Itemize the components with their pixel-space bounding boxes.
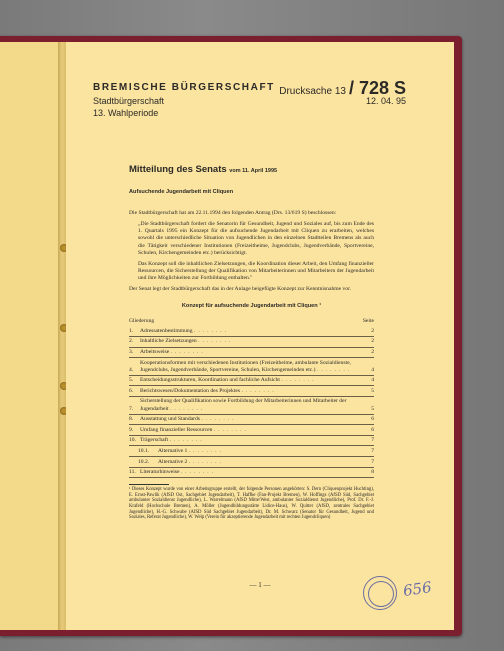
drucksache-number: / 728 S [348, 78, 406, 98]
archive-stamp [363, 576, 397, 610]
doc-title-text: Mitteilung des Senats [129, 164, 227, 175]
doc-title [129, 166, 374, 175]
toc-text-label: Alternative 2 [158, 458, 188, 465]
toc-row [129, 386, 374, 397]
toc-text-label: Kooperationsformen mit verschiedenen Institutionen (Freizeitheime, ambulante Sozialdienste, Jugendclubs, Jugendverbände, Sportvereine, Schulen, Kirchengemeinden etc.) [140, 359, 351, 373]
toc-text-label: Arbeitsweise [140, 349, 170, 355]
toc-text-label: Inhaltliche Zielsetzungen [140, 338, 197, 345]
toc-text [140, 377, 366, 384]
toc-page: 8 [371, 469, 374, 476]
toc-text-label: Ausstattung und Standards [140, 416, 200, 423]
toc-text-label: Adressatenbestimmung [140, 327, 193, 334]
toc-col-right: Seite [362, 318, 374, 325]
toc-leader: . . . . . . . . [170, 405, 203, 412]
toc-number: 10. [129, 437, 136, 444]
toc-leader: . . . . . . . . [201, 416, 235, 423]
toc-text [140, 349, 366, 356]
toc-page: 7 [371, 447, 374, 454]
toc-text [140, 427, 366, 434]
toc-page: 2 [371, 327, 374, 334]
toc-row [129, 337, 374, 348]
toc-col-left: Gliederung [129, 318, 155, 325]
doc-subject: Aufsuchende Jugendarbeit mit Cliquen [129, 189, 234, 196]
toc-leader: . . . . . . . . [180, 469, 214, 476]
toc-text-label: Berichtswesen/Dokumentation des Projektes [140, 387, 241, 394]
toc-page: 7 [371, 458, 374, 465]
document-page [66, 42, 454, 630]
toc-number: 4. [129, 366, 134, 373]
page-number: — 1 — [249, 581, 271, 589]
toc-row [129, 446, 374, 457]
doc-quote-1: „Die Stadtbürgerschaft fordert die Senatorin für Gesundheit, Jugend und Soziales auf, bis zum Ende des 1. Quartals 1995 ein Konzept für die aufsuchende Jugendarbeit mit Cliquen zu erarbeiten, welches sowohl die unterschiedliche Situation von Jugendlichen in den einzelnen Stadtteilen Bremens als auch die Tätigkeit verschiedener Institutionen (Freizeitheime, Jugendclubs, Jugendverbände, Sportvereine, Schulen, Kirchengemeinden etc.) berücksichtigt. [138, 221, 374, 256]
toc-page: 4 [371, 377, 374, 384]
toc-text [158, 448, 366, 455]
toc-list [129, 326, 374, 478]
toc-title: Konzept für aufsuchende Jugendarbeit mit Cliquen ¹ [181, 303, 322, 310]
toc-leader: . . . . . . . . [193, 327, 227, 334]
toc-leader: . . . . . . . . [188, 447, 222, 454]
toc-page: 7 [371, 437, 374, 444]
doc-title-date: vom 11. April 1995 [229, 168, 278, 174]
toc-row [129, 468, 374, 479]
toc-text [140, 360, 366, 374]
toc-row [129, 326, 374, 337]
header-subtitle: Stadtbürgerschaft [93, 96, 165, 106]
toc-leader: . . . . . . . . [281, 377, 315, 384]
toc-text [158, 459, 366, 466]
toc-number: 7. [129, 405, 134, 412]
toc-number: 11. [129, 469, 136, 476]
toc-text [140, 398, 366, 412]
toc-text [140, 328, 366, 335]
doc-closing: Der Senat legt der Stadtbürgerschaft das in der Anlage beigefügte Konzept zur Kenntnisnahme vor. [129, 286, 352, 293]
toc-row [129, 348, 374, 359]
toc-leader: . . . . . . . . [169, 437, 203, 444]
toc-text [140, 416, 366, 423]
header-period: 13. Wahlperiode [93, 108, 159, 118]
toc-leader: . . . . . . . . [241, 387, 275, 394]
header-date: 12. 04. 95 [365, 96, 406, 106]
toc-page: 6 [371, 426, 374, 433]
toc-row [129, 376, 374, 387]
toc-leader: . . . . . . . . [198, 338, 232, 345]
toc-leader: . . . . . . . . [170, 349, 204, 355]
toc-page: 2 [371, 338, 374, 345]
header-org: BREMISCHE BÜRGERSCHAFT [93, 82, 275, 93]
footnote: ¹ Dieses Konzept wurde von einer Arbeitsgruppe erstellt, der folgende Personen angehörten: S. Dern (Cliquenprojekt Huchting), E. Ernst-Pawlik (AfSD Ost, Sachgebiet Jugendarbeit), T. Haffke (Fan-Projekt Bremen), W. Hoffings (AfSD Süd, Sachgebiet ambulanter Sozialdienst Jugendliche), L. Warrelmann (AfSD Mitte/West, ambulanter Sozialdienst Jugendliche), Prof. Dr. F.-J. Krafeld (Hochschule Bremen), A. Möller (Jugendbildungsstätte Lidice-Haus), W. Quitter (AfSD, zentrales Sachgebiet Jugendliche), H.-G. Schwabe (AfSD Süd Sachgebiet Jugendarbeit), Dr. M. Schwarz (Senator für Gesundheit, Jugend und Soziales, Referat Jugendliche), W. Welp (Verein für akzeptierende Jugendarbeit mit rechten Jugendcliquen) [129, 487, 374, 521]
toc-number: 6. [129, 387, 134, 394]
toc-page: 5 [371, 405, 374, 412]
handwritten-number: 656 [401, 578, 433, 600]
footnote-divider [129, 484, 169, 485]
toc-row [129, 436, 374, 447]
doc-intro: Die Stadtbürgerschaft hat am 22.11.1994 den folgenden Antrag (Drs. 13/619 S) beschlossen: [129, 210, 337, 217]
doc-quote-2: Das Konzept soll die inhaltlichen Zielsetzungen, die Koordination dieser Arbeit, den Umfang finanzieller Ressourcen, die Sicherstellung der Qualifikation von Mitarbeiterinnen und Mitarbeitern der Jugendarbeit und ihre Möglichkeiten zur Fortbildung enthalten." [138, 260, 374, 281]
toc-page: 5 [371, 387, 374, 394]
toc-text-label: Umfang finanzieller Ressourcen [140, 426, 213, 433]
left-page [0, 42, 60, 630]
toc-number: 2. [129, 338, 134, 345]
toc-header [129, 318, 374, 325]
toc-number: 1. [129, 327, 134, 334]
toc-page: 6 [371, 416, 374, 423]
toc-row [129, 457, 374, 468]
page-fold [58, 42, 66, 630]
toc-text-label: Alternative 1 [158, 447, 188, 454]
toc-text-label: Literaturhinweise [140, 469, 180, 476]
drucksache-label: Drucksache 13 [279, 86, 346, 97]
toc-text [140, 469, 366, 476]
toc-row [129, 425, 374, 436]
toc-number: 10.2. [138, 458, 150, 465]
toc-number: 10.1. [138, 447, 150, 454]
toc-text-label: Trägerschaft [140, 437, 169, 444]
toc-leader: . . . . . . . . [213, 426, 247, 433]
toc-text [140, 437, 366, 444]
toc-number: 5. [129, 377, 134, 384]
toc-page: 4 [371, 366, 374, 373]
toc-number: 8. [129, 416, 134, 423]
toc-text [140, 388, 366, 395]
toc-number: 9. [129, 426, 134, 433]
toc-row [129, 397, 374, 415]
toc-leader: . . . . . . . . [188, 458, 222, 465]
toc-text-label: Sicherstellung der Qualifikation sowie Fortbildung der Mitarbeiterinnen und Mitarbeiter der Jugendarbeit [140, 398, 347, 412]
document-body [129, 166, 374, 521]
toc-number: 3. [129, 349, 134, 355]
toc-leader: . . . . . . . . [316, 366, 350, 373]
toc-page: 2 [371, 349, 374, 355]
toc-text-label: Entscheidungsstrukturen, Koordination und fachliche Aufsicht [140, 377, 280, 384]
toc-text [140, 338, 366, 345]
toc-row [129, 415, 374, 426]
toc-row [129, 358, 374, 376]
